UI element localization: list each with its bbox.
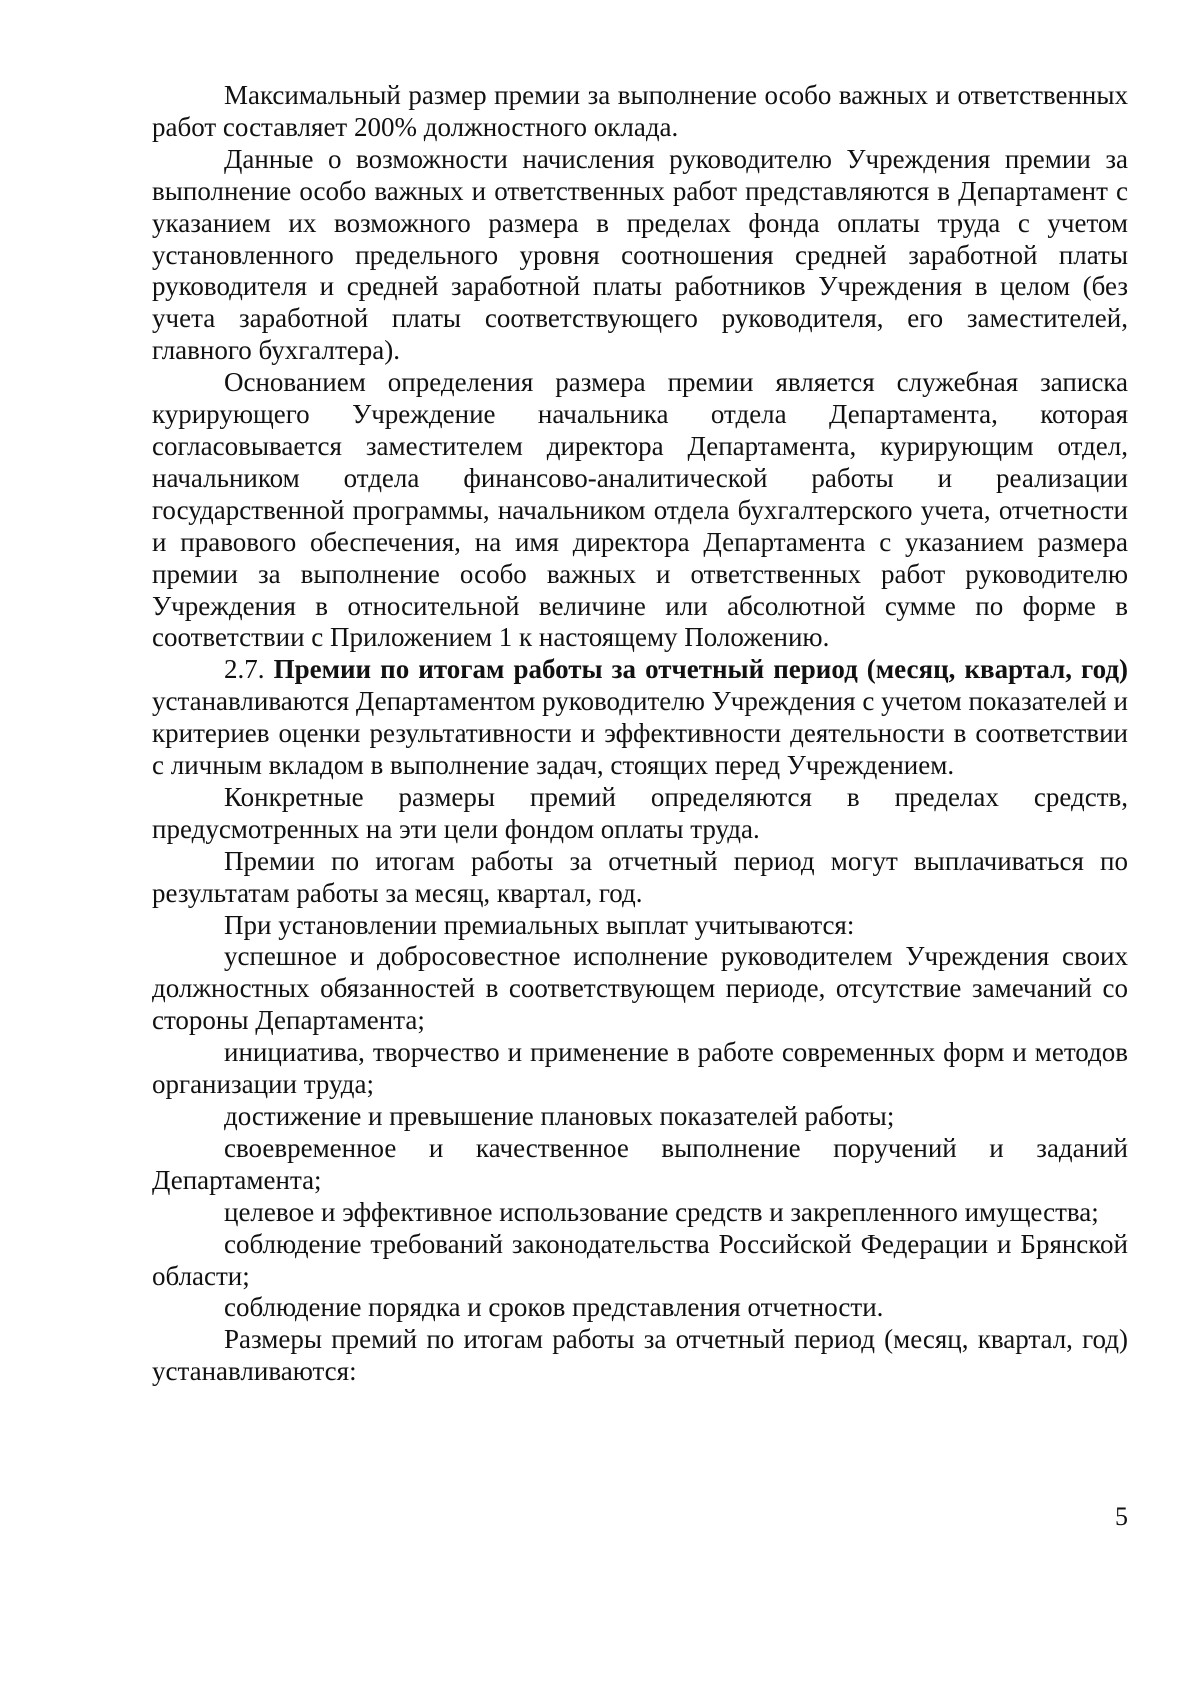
section-number: 2.7. — [224, 654, 265, 685]
paragraph-bonus-basis: Основанием определения размера премии является служебная записка курирующего Учреждение начальника отдела Департамента, которая согласовывается заместителем директора Департамента, курирующим отдел, начальником отдела финансово-аналитической работы и реализации государственной программы, начальником отдела бухгалтерского учета, отчетности и правового обеспечения, на имя директора Департамента с указанием размера премии за выполнение особо важных и ответственных работ руководителю Учреждения в относительной величине или абсолютной сумме по форме в соответствии с Приложением 1 к настоящему Положению. — [152, 367, 1128, 653]
section-text: устанавливаются Департаментом руководителю Учреждения с учетом показателей и критериев оценки результативности и эффективности деятельности в соответствии с личным вкладом в выполнение задач, стоящих перед Учреждением. — [152, 686, 1128, 781]
criteria-item: инициатива, творчество и применение в работе современных форм и методов организации труда; — [152, 1037, 1128, 1100]
paragraph-payment-periods: Премии по итогам работы за отчетный период могут выплачиваться по результатам работы за месяц, квартал, год. — [152, 845, 1128, 908]
criteria-item: соблюдение порядка и сроков представления отчетности. — [224, 1292, 884, 1323]
criteria-item: соблюдение требований законодательства Российской Федерации и Брянской области; — [152, 1228, 1128, 1291]
criteria-item: достижение и превышение плановых показателей работы; — [224, 1101, 895, 1131]
paragraph-bonus-data: Данные о возможности начисления руководителю Учреждения премии за выполнение особо важных и ответственных работ представляются в Департамент с указанием их возможного размера в пределах фонда оплаты труда с учетом установленного предельного уровня соотношения средней заработной платы руководителя и средней заработной платы работников Учреждения в целом (без учета заработной платы соответствующего руководителя, его заместителей, главного бухгалтера). — [152, 143, 1128, 366]
section-heading-bold: Премии по итогам работы за отчетный период (месяц, квартал, год) — [273, 654, 1129, 685]
paragraph-criteria-intro: При установлении премиальных выплат учитываются: — [224, 909, 855, 940]
paragraph-section-2-7 — [152, 654, 1128, 782]
page-number: 5 — [1115, 1502, 1128, 1531]
paragraph-specific-sizes: Конкретные размеры премий определяются в пределах средств, предусмотренных на эти цели фондом оплаты труда. — [152, 781, 1128, 844]
paragraph-bonus-sizes-intro: Размеры премий по итогам работы за отчетный период (месяц, квартал, год) устанавливаются: — [152, 1324, 1128, 1387]
criteria-item: целевое и эффективное использование средств и закрепленного имущества; — [224, 1196, 1099, 1227]
paragraph-max-bonus: Максимальный размер премии за выполнение особо важных и ответственных работ составляет 200% должностного оклада. — [152, 80, 1128, 142]
document-page-body — [152, 80, 1128, 1388]
criteria-item: своевременное и качественное выполнение поручений и заданий Департамента; — [152, 1132, 1128, 1195]
criteria-item: успешное и добросовестное исполнение руководителем Учреждения своих должностных обязанностей в соответствующем периоде, отсутствие замечаний со стороны Департамента; — [152, 941, 1128, 1036]
